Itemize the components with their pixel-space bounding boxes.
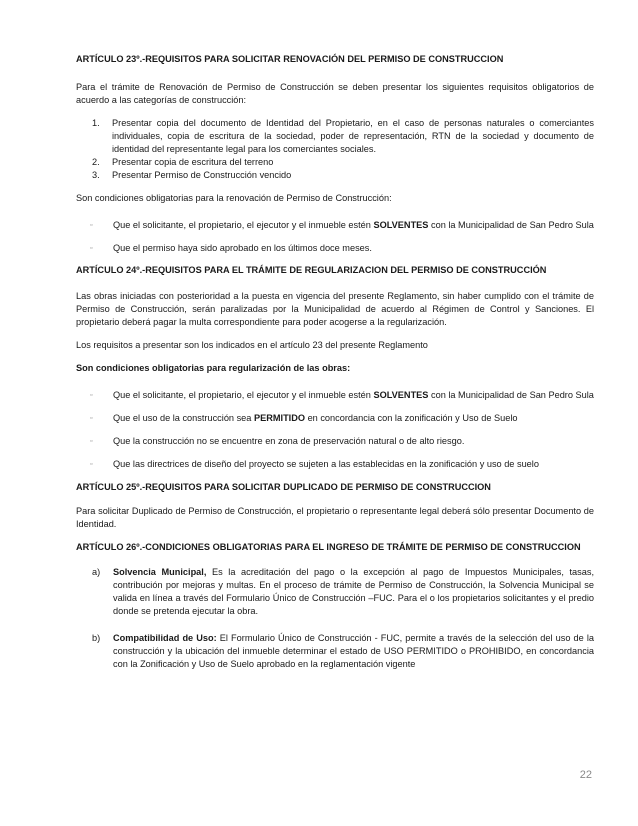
list-item bbox=[76, 458, 594, 471]
list-item bbox=[76, 435, 594, 448]
list-item bbox=[76, 242, 594, 255]
bullet-text: Que el permiso haya sido aprobado en los últimos doce meses. bbox=[113, 243, 372, 253]
bullet-icon: ▫ bbox=[90, 438, 93, 445]
list-item bbox=[76, 566, 594, 618]
list-item-text: Presentar Permiso de Construcción vencido bbox=[112, 170, 292, 180]
list-item-text: Presentar copia de escritura del terreno bbox=[112, 157, 274, 167]
bullet-icon: ▫ bbox=[90, 245, 93, 252]
bullet-text: Que las directrices de diseño del proyecto se sujeten a las establecidas en la zonificación y uso de suelo bbox=[113, 459, 539, 469]
list-item-text: Presentar copia del documento de Identidad del Propietario, en el caso de personas naturales o comerciantes individuales, copia de escritura de la sociedad, poder de representación, RTN de la sociedad y documento de identidad del representante legal para los comerciantes sociales. bbox=[112, 118, 594, 154]
list-item bbox=[76, 169, 594, 182]
article-23-conditions-list bbox=[76, 219, 594, 255]
bullet-bold-text: SOLVENTES bbox=[373, 220, 429, 230]
bullet-icon: ▫ bbox=[90, 222, 93, 229]
bullet-text: Que el solicitante, el propietario, el ejecutor y el inmueble estén bbox=[113, 220, 374, 230]
bullet-icon: ▫ bbox=[90, 415, 93, 422]
article-25-heading: ARTÍCULO 25º.-REQUISITOS PARA SOLICITAR DUPLICADO DE PERMISO DE CONSTRUCCION bbox=[76, 482, 491, 492]
article-24-heading: ARTÍCULO 24º.-REQUISITOS PARA EL TRÁMITE DE REGULARIZACION DEL PERMISO DE CONSTRUCCIÓN bbox=[76, 265, 547, 275]
page-number: 22 bbox=[579, 769, 592, 781]
bullet-icon: ▫ bbox=[90, 461, 93, 468]
article-25-paragraph: Para solicitar Duplicado de Permiso de Construcción, el propietario o representante legal deberá sólo presentar Documento de Identidad. bbox=[76, 506, 594, 529]
list-item bbox=[76, 156, 594, 169]
list-item bbox=[76, 632, 594, 671]
article-23-heading: ARTÍCULO 23º.-REQUISITOS PARA SOLICITAR RENOVACIÓN DEL PERMISO DE CONSTRUCCION bbox=[76, 54, 504, 64]
bullet-text: en concordancia con la zonificación y Uso de Suelo bbox=[305, 413, 518, 423]
list-number: 3. bbox=[92, 170, 100, 180]
bullet-text: Que la construcción no se encuentre en zona de preservación natural o de alto riesgo. bbox=[113, 436, 465, 446]
article-23-intro: Para el trámite de Renovación de Permiso de Construcción se deben presentar los siguientes requisitos obligatorios de acuerdo a las categorías de construcción: bbox=[76, 82, 594, 105]
bullet-text: con la Municipalidad de San Pedro Sula bbox=[428, 390, 594, 400]
item-text: El Formulario Único de Construcción - FUC, permite a través de la selección del uso de la construcción y la ubicación del inmueble determinar el estado de USO PERMITIDO o PROHIBIDO, en concordancia con la Zonificación y Uso de Suelo aprobado en la reglamentación vigente bbox=[113, 633, 594, 669]
list-letter: b) bbox=[92, 633, 101, 643]
list-number: 1. bbox=[92, 118, 100, 128]
bullet-text: Que el uso de la construcción sea bbox=[113, 413, 254, 423]
item-text: Es la acreditación del pago o la excepción al pago de Impuestos Municipales, tasas, contribución por mejoras y multas. En el proceso de trámite de Permiso de Construcción, la Solvencia Municipal se valida en línea a través del Formulario Único de Construcción –FUC. Para el o los propietarios solicitantes y el predio donde se pretenda ejecutar la obra. bbox=[113, 567, 595, 616]
bullet-bold-text: SOLVENTES bbox=[373, 390, 429, 400]
article-26-conditions-list bbox=[76, 566, 594, 671]
article-24-paragraph-2: Los requisitos a presentar son los indicados en el artículo 23 del presente Reglamento bbox=[76, 340, 428, 350]
article-24-conditions-heading: Son condiciones obligatorias para regularización de las obras: bbox=[76, 363, 351, 373]
bullet-bold-text: PERMITIDO bbox=[253, 413, 306, 423]
list-number: 2. bbox=[92, 157, 100, 167]
article-26-heading: ARTÍCULO 26º.-CONDICIONES OBLIGATORIAS PARA EL INGRESO DE TRÁMITE DE PERMISO DE CONSTRUCCION bbox=[76, 542, 581, 552]
article-23-conditions-intro: Son condiciones obligatorias para la renovación de Permiso de Construcción: bbox=[76, 193, 392, 203]
bullet-icon: ▫ bbox=[90, 392, 93, 399]
list-item bbox=[76, 389, 594, 402]
bullet-text: con la Municipalidad de San Pedro Sula bbox=[428, 220, 594, 230]
item-bold-title: Compatibilidad de Uso: bbox=[113, 633, 217, 643]
list-item bbox=[76, 412, 594, 425]
list-item bbox=[76, 219, 594, 232]
article-24-conditions-list bbox=[76, 389, 594, 471]
article-23-requirements-list bbox=[76, 117, 594, 182]
item-bold-title: Solvencia Municipal, bbox=[113, 567, 207, 577]
list-letter: a) bbox=[92, 567, 101, 577]
article-24-paragraph-1: Las obras iniciadas con posterioridad a la puesta en vigencia del presente Reglamento, sin haber cumplido con el trámite de Permiso de Construcción, serán paralizadas por la Municipalidad de acuerdo al Régimen de Control y Sanciones. El propietario deberá pagar la multa correspondiente para poder acogerse a la regularización. bbox=[76, 291, 594, 327]
bullet-text: Que el solicitante, el propietario, el ejecutor y el inmueble estén bbox=[113, 390, 374, 400]
list-item bbox=[76, 117, 594, 156]
